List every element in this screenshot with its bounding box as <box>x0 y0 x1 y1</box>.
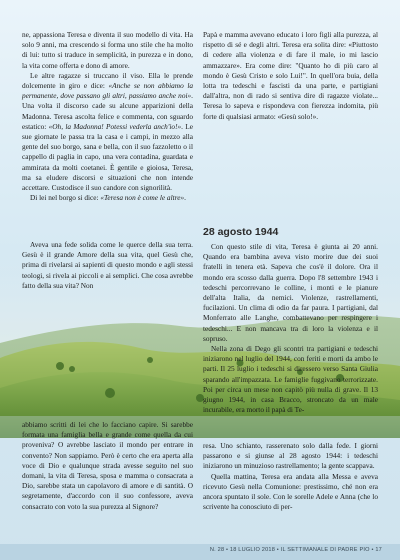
right-column-bottom <box>203 441 378 512</box>
right-column-middle <box>203 242 378 415</box>
right-column-top <box>203 30 378 122</box>
left-column-top <box>22 30 193 203</box>
paragraph: Papà e mamma avevano educato i loro figli alla purezza, al rispetto di sé e degli altri. Teresa era solita dire: «Piuttosto di cedere alla violenza e di fare il male, io mi lascio ammazzare». Era come dire: "Quanto ho di più caro al mondo è Gesù Cristo e solo Lui!". In quell'ora buia, della lotta tra tedeschi e fascisti da una parte, e partigiani dall'altra, non di rado si sentiva dire di ragazze violate... Teresa lo sapeva e rispondeva con fierezza indomita, più forte di qualsiasi armato: «Gesù solo!». <box>203 30 378 121</box>
paragraph: Di lei nel borgo si dice: «Teresa non è come le altre». <box>30 193 186 203</box>
paragraph: Nella zona di Dego gli scontri tra partigiani e tedeschi iniziarono nel luglio del 1944, con feriti e morti da ambo le parti. Il 25 luglio i tedeschi si diressero verso Santa Giulia sparando all'impazzata. Le famiglie fuggivano terrorizzate. Poi per circa un mese non capitò più nulla di grave. Il 13 giugno 1944, in casa Bracco, stroncato da un male incurabile, era morto il papà di Te- <box>203 344 378 415</box>
left-column-bottom <box>22 420 193 512</box>
paragraph: Aveva una fede solida come le querce della sua terra. Gesù è il grande Amore della sua vita, quel Gesù che, prima di rivelarsi ai sapienti di questo mondo e agli stessi teologi, si rivela ai piccoli e ai semplici. Che cosa avrebbe fatto della sua vita? Non <box>22 240 193 290</box>
paragraph: Le altre ragazze si truccano il viso. Ella le prende dolcemente in giro e dice: «Anche se non abbiamo la permanente, dove passano gli altri, passiamo anche noi». Una volta il discorso cade su alcune apparizioni della Madonna. Teresa ascolta felice e commenta, con sguardo estatico: «Oh, la Madonna! Potessi vederla anch'io!». Le sue giornate le passa tra la casa e i campi, in mezzo alla gente del suo borgo, sana e bella, con il suo fazzoletto o il cappello di paglia in capo, una vera contadina, guardata e ammirata da molti coetanei. È gentile e gioiosa, Teresa, ma sa eludere discorsi e situazioni che non intende accettare. Custodisce il suo candore con signorilità. <box>22 70 193 193</box>
paragraph: abbiamo scritti di lei che lo facciano capire. Si sarebbe formata una famiglia bella e grande come quella da cui proveniva? O avrebbe lasciato il mondo per entrare in convento? Non sappiamo. Però è certo che era aperta alla voce di Dio e qualunque strada avesse seguito nel suo domani, la vita di Teresa, sposa e mamma o consacrata a Dio, sarebbe stata un capolavoro di amore e di santità. O segretamente, d'accordo con il suo confessore, aveva consacrato con voto la sua purezza al Signore? <box>22 420 193 511</box>
footer-text: N. 28 • 18 LUGLIO 2018 • IL SETTIMANALE DI PADRE PIO • 17 <box>209 547 382 553</box>
page-footer <box>0 544 400 560</box>
paragraph: Quella mattina, Teresa era andata alla Messa e aveva ricevuto Gesù nella Comunione: prestissimo, ché non era ancora spuntato il sole. Con le sorelle Adele e Anna (che lo scrivente ha conosciuto di per- <box>203 471 378 512</box>
section-heading: 28 agosto 1944 <box>203 226 279 238</box>
paragraph: Con questo stile di vita, Teresa è giunta ai 20 anni. Quando era bambina aveva visto morire due dei suoi fratelli in tenera età. Sapeva che cos'è il dolore. Ora il mondo era scosso dalla guerra. Dopo l'8 settembre 1943 i tedeschi percorrevano le colline, i monti e le pianure dell'alta Italia, da nemici. Violenze, rastrellamenti, fucilazioni. Un clima di odio da far paura. I partigiani, dal Monferrato alle Langhe, combattevano per respingere i tedeschi... E non mancava tra di loro la violenza e il sopruso. <box>203 242 378 343</box>
paragraph: resa. Uno schianto, rasserenato solo dalla fede. I giorni passarono e si giunse al 28 agosto 1944: i tedeschi iniziarono un minuzioso rastrellamento; la gente scappava. <box>203 441 378 471</box>
paragraph: ne, appassiona Teresa e diventa il suo modello di vita. Ha solo 9 anni, ma crescendo si forma uno stile che ha molto di lui: tutto si traduce in semplicità, in purezza e in dono, la vita come offerta e dono di amore. <box>22 30 193 70</box>
left-column-middle <box>22 240 193 291</box>
